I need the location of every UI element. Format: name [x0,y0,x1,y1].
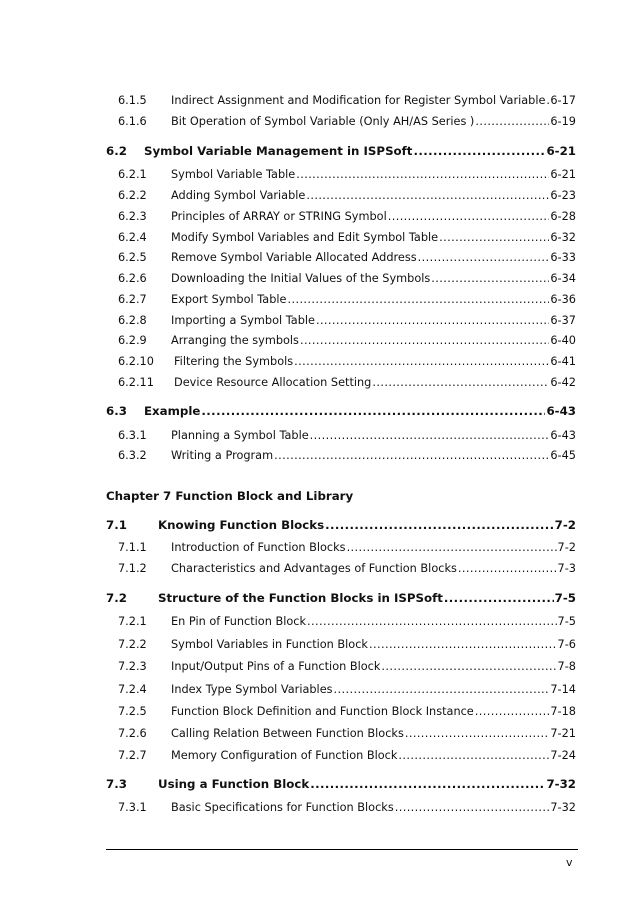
toc-title: Indirect Assignment and Modification for Register Symbol Variable [171,94,546,107]
toc-title: Characteristics and Advantages of Function Blocks [171,562,457,575]
toc-title: Planning a Symbol Table [171,429,309,442]
toc-title: Introduction of Function Blocks [171,541,346,554]
leader-dots [388,210,550,224]
toc-title: Symbol Variable Table [171,168,296,181]
toc-page: 7-18 [550,705,576,718]
toc-page: 6-42 [550,376,576,389]
leader-dots [431,272,549,286]
toc-page: 6-43 [550,429,576,442]
toc-number: 6.2 [106,144,127,158]
toc-number: 6.2.1 [118,168,147,181]
toc-number: 6.2.9 [118,334,147,347]
leader-dots [546,94,549,108]
toc-number: 6.2.11 [118,376,154,389]
toc-title: Modify Symbol Variables and Edit Symbol Table [171,231,439,244]
toc-title: Device Resource Allocation Setting [174,376,372,389]
leader-dots [444,591,554,605]
toc-title: Principles of ARRAY or STRING Symbol [171,210,387,223]
toc-number: 6.2.4 [118,231,147,244]
toc-title: Example [144,404,201,418]
toc-title: Knowing Function Blocks [158,518,325,532]
toc-page: 6-32 [550,231,576,244]
toc-title: En Pin of Function Block [171,615,307,628]
toc-page: 6-17 [550,94,576,107]
toc-number: 6.1.5 [118,94,147,107]
toc-title: Importing a Symbol Table [171,314,315,327]
toc-page: 7-3 [557,562,576,575]
toc-number: 7.2.4 [118,683,147,696]
toc-page: 7-2 [557,541,576,554]
toc-number: 7.2 [106,591,127,605]
footer-rule [106,849,578,850]
toc-title: Symbol Variable Management in ISPSoft [144,144,413,158]
toc-number: 6.2.7 [118,293,147,306]
toc-title: Remove Symbol Variable Allocated Address [171,251,417,264]
leader-dots [395,801,550,815]
leader-dots [310,429,550,443]
toc-title: Using a Function Block [158,777,310,791]
toc-page: 6-19 [550,115,576,128]
toc-title: Bit Operation of Symbol Variable (Only AH/AS Series ) [171,115,475,128]
toc-title: Export Symbol Table [171,293,287,306]
toc-number: 7.2.1 [118,615,147,628]
toc-title: Adding Symbol Variable [171,189,306,202]
leader-dots [296,168,549,182]
leader-dots [294,355,549,369]
toc-page: 6-34 [550,272,576,285]
toc-number: 7.1.2 [118,562,147,575]
toc-title: Memory Configuration of Function Block [171,749,398,762]
toc-title: Basic Specifications for Function Blocks [171,801,394,814]
toc-number: 6.3.2 [118,449,147,462]
toc-number: 7.2.7 [118,749,147,762]
toc-page: 7-2 [554,518,576,532]
leader-dots [369,638,557,652]
toc-page: 7-5 [557,615,576,628]
toc-title: Calling Relation Between Function Blocks [171,727,404,740]
toc-title: Writing a Program [171,449,274,462]
toc-page: 6-40 [550,334,576,347]
toc-page: 6-28 [550,210,576,223]
leader-dots [300,334,549,348]
leader-dots [418,251,550,265]
leader-dots [405,727,550,741]
toc-page: 7-14 [550,683,576,696]
toc-page: 7-32 [550,801,576,814]
leader-dots [413,144,545,158]
toc-page: 7-24 [550,749,576,762]
leader-dots [310,777,545,791]
toc-page: 6-43 [546,404,576,418]
toc-page: 6-21 [550,168,576,181]
toc-page: 7-32 [546,777,576,791]
toc-number: 7.1.1 [118,541,147,554]
toc-page: 6-36 [550,293,576,306]
toc-number: 7.2.2 [118,638,147,651]
leader-dots [316,314,549,328]
toc-number: 6.2.2 [118,189,147,202]
toc-page: 7-21 [550,727,576,740]
toc-title: Downloading the Initial Values of the Symbols [171,272,431,285]
toc-page: 7-8 [557,660,576,673]
toc-page: 6-23 [550,189,576,202]
toc-number: 6.2.10 [118,355,154,368]
leader-dots [475,115,549,129]
toc-title: Structure of the Function Blocks in ISPSoft [158,591,443,605]
leader-dots [306,189,549,203]
leader-dots [381,660,556,674]
toc-title: Arranging the symbols [171,334,299,347]
toc-number: 7.3.1 [118,801,147,814]
toc-number: 6.2.8 [118,314,147,327]
leader-dots [475,705,550,719]
toc-number: 7.2.6 [118,727,147,740]
leader-dots [334,683,550,697]
leader-dots [439,231,549,245]
leader-dots [372,376,549,390]
leader-dots [325,518,554,532]
toc-number: 6.2.3 [118,210,147,223]
toc-number: 7.3 [106,777,127,791]
leader-dots [458,562,557,576]
toc-page: 7-5 [554,591,576,605]
toc-number: 6.1.6 [118,115,147,128]
toc-title: Symbol Variables in Function Block [171,638,368,651]
chapter-title: Chapter 7 Function Block and Library [106,489,354,503]
leader-dots [274,449,549,463]
leader-dots [307,615,557,629]
leader-dots [347,541,557,555]
toc-page: 6-45 [550,449,576,462]
leader-dots [398,749,549,763]
toc-page: 6-41 [550,355,576,368]
toc-number: 7.2.3 [118,660,147,673]
toc-number: 6.2.5 [118,251,147,264]
toc-page: 6-33 [550,251,576,264]
toc-page: 7-6 [557,638,576,651]
leader-dots [287,293,549,307]
toc-number: 6.2.6 [118,272,147,285]
toc-title: Function Block Definition and Function Block Instance [171,705,474,718]
toc-number: 7.2.5 [118,705,147,718]
toc-page: 6-21 [546,144,576,158]
toc-number: 6.3.1 [118,429,147,442]
toc-title: Input/Output Pins of a Function Block [171,660,381,673]
toc-title: Index Type Symbol Variables [171,683,333,696]
toc-number: 6.3 [106,404,127,418]
toc-title: Filtering the Symbols [174,355,294,368]
toc-page: 6-37 [550,314,576,327]
toc-number: 7.1 [106,518,127,532]
leader-dots [201,404,545,418]
page-number: v [566,856,573,869]
